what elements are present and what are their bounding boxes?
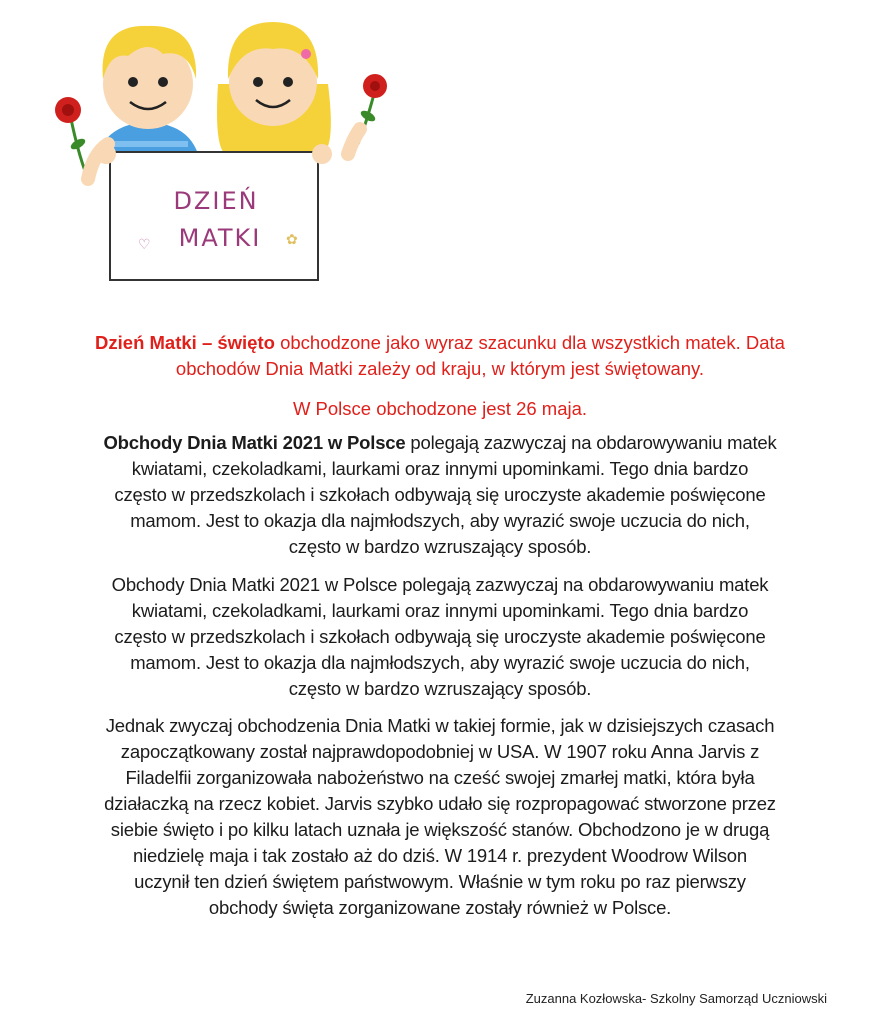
paragraph-3 — [40, 713, 840, 921]
paragraph1-line4: mamom. Jest to okazja dla najmłodszych, aby wyrazić swoje uczucia do nich, — [130, 510, 750, 531]
paragraph3-line2: zapoczątkowany został najprawdopodobniej w USA. W 1907 roku Anna Jarvis z — [120, 741, 760, 762]
boy-head — [103, 26, 197, 129]
paragraph2-line3: często w przedszkolach i szkołach odbywają się uroczyste akademie poświęcone — [114, 626, 766, 647]
paragraph3-line5: siebie święto i po kilku latach uznała je większość stanów. Obchodzono je w drugą — [110, 819, 770, 840]
paragraph1-line2: kwiatami, czekoladkami, laurkami oraz innymi upominkami. Tego dnia bardzo — [131, 458, 749, 479]
paragraph1-bold: Obchody Dnia Matki 2021 w Polsce — [103, 432, 406, 453]
paragraph3-line6: niedzielę maja i tak zostało aż do dziś. W 1914 r. prezydent Woodrow Wilson — [133, 845, 747, 866]
flower-doodle-icon: ✿ — [286, 231, 298, 247]
paragraph1-line3: często w przedszkolach i szkołach odbywają się uroczyste akademie poświęcone — [114, 484, 766, 505]
paragraph1-line5: często w bardzo wzruszający sposób. — [288, 536, 592, 557]
intro-line2: obchodów Dnia Matki zależy od kraju, w którym jest świętowany. — [175, 358, 705, 379]
intro-bold: Dzień Matki – święto — [95, 332, 275, 353]
paragraph2-line4: mamom. Jest to okazja dla najmłodszych, aby wyrazić swoje uczucia do nich, — [130, 652, 750, 673]
paragraph2-line2: kwiatami, czekoladkami, laurkami oraz innymi upominkami. Tego dnia bardzo — [131, 600, 749, 621]
intro-line1: obchodzone jako wyraz szacunku dla wszystkich matek. Data — [274, 332, 785, 353]
children-with-sign-illustration — [48, 4, 388, 284]
footer-author: Zuzanna Kozłowska- Szkolny Samorząd Uczniowski — [525, 991, 827, 1006]
paragraph-2 — [40, 572, 840, 702]
sign-line2: MATKI — [178, 224, 262, 252]
paragraph3-line7: uczynił ten dzień świętem państwowym. Właśnie w tym roku po raz pierwszy — [134, 871, 746, 892]
paragraph2-line1: Obchody Dnia Matki 2021 w Polsce polegają zazwyczaj na obdarowywaniu matek — [111, 574, 769, 595]
girl-head — [228, 22, 318, 126]
intro-paragraph — [40, 330, 840, 382]
paragraph3-line8: obchody święta zorganizowane zostały również w Polsce. — [208, 897, 672, 918]
paragraph3-line1: Jednak zwyczaj obchodzenia Dnia Matki w takiej formie, jak w dzisiejszych czasach — [105, 715, 775, 736]
paragraph3-line3: Filadelfii zorganizowała nabożeństwo na cześć swojej zmarłej matki, która była — [125, 767, 755, 788]
paragraph1-line1: polegają zazwyczaj na obdarowywaniu matek — [405, 432, 777, 453]
paragraph-1 — [40, 430, 840, 560]
heart-icon: ♡ — [138, 236, 151, 252]
sign-line1: DZIEŃ — [173, 187, 259, 215]
paragraph3-line4: działaczką na rzecz kobiet. Jarvis szybko udało się rozpropagować stworzone przez — [104, 793, 776, 814]
paragraph2-line5: często w bardzo wzruszający sposób. — [288, 678, 592, 699]
poland-date: W Polsce obchodzone jest 26 maja. — [292, 398, 588, 419]
dzien-matki-sign — [96, 144, 332, 280]
hair-clip-icon — [301, 49, 311, 59]
